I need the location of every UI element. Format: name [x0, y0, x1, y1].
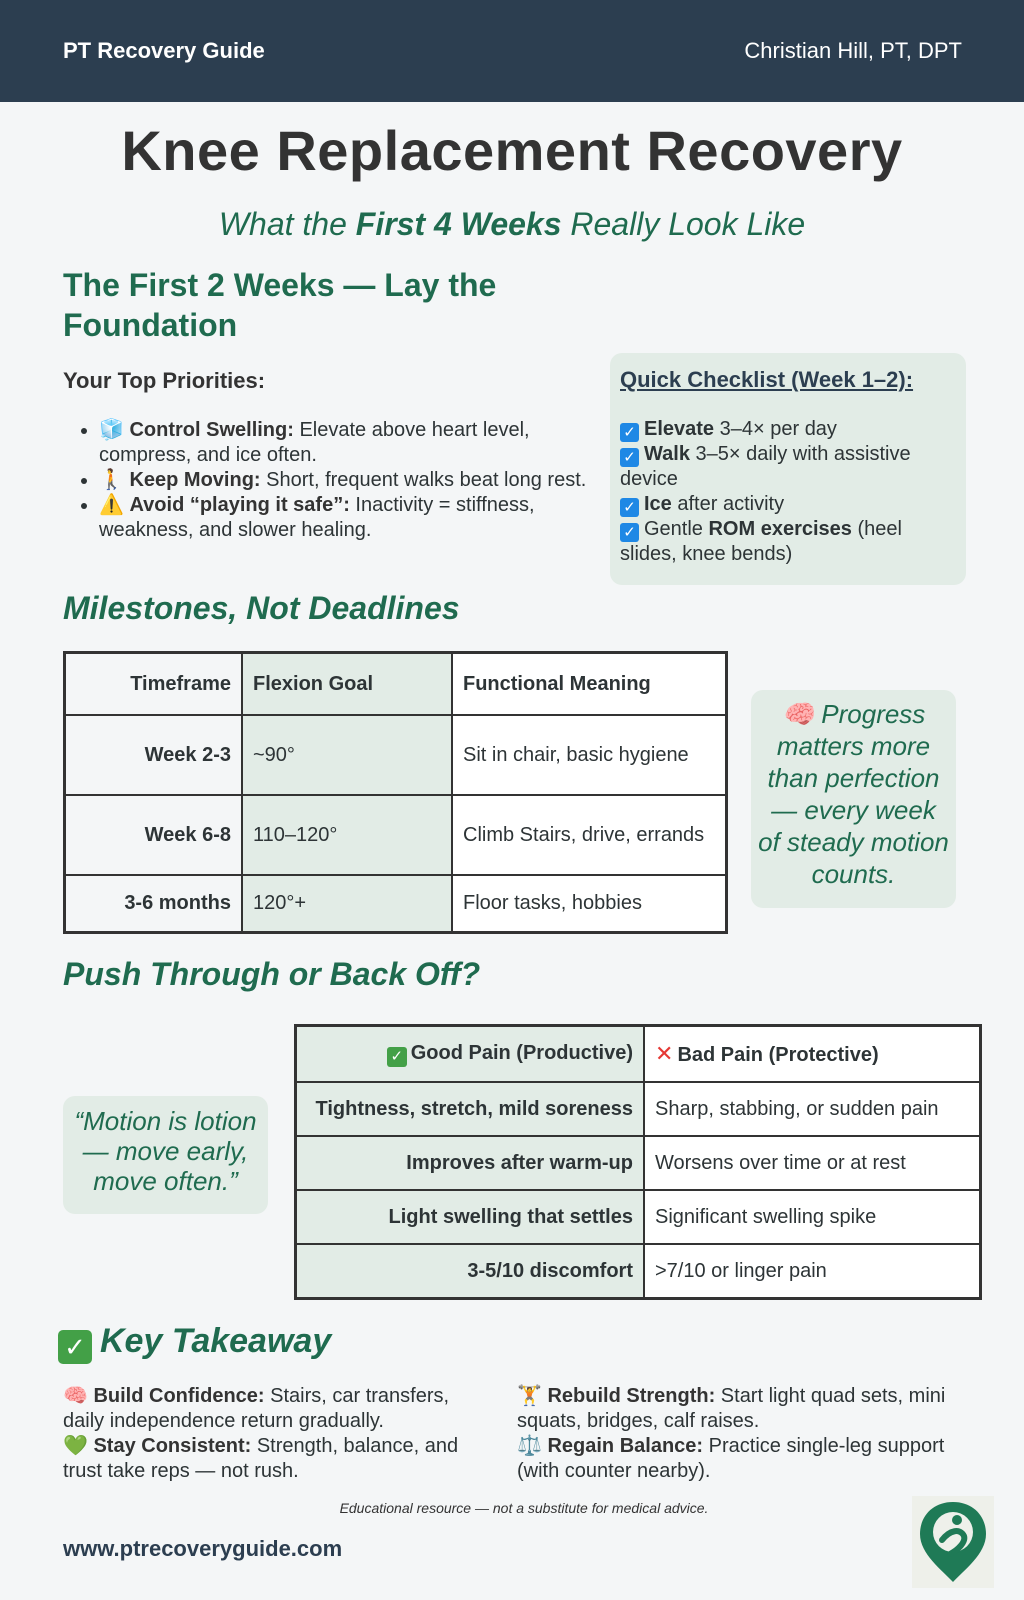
column-header: Timeframe: [65, 653, 243, 716]
walking-person-icon: 🚶: [99, 469, 124, 491]
column-header: Flexion Goal: [242, 653, 452, 716]
key-takeaway-label: Key Takeaway: [100, 1322, 332, 1360]
table-cell: 120°+: [242, 875, 452, 933]
table-header-row: [65, 653, 727, 716]
checklist-item-text: 3–4× per day: [714, 418, 837, 440]
priority-label: Control Swelling:: [129, 419, 294, 441]
table-cell: Worsens over time or at rest: [644, 1136, 981, 1190]
table-cell: Week 6-8: [65, 795, 243, 875]
motion-quote: “Motion is lotion — move early, move often.”: [63, 1096, 268, 1214]
disclaimer: Educational resource — not a substitute for medical advice.: [339, 1500, 709, 1516]
checkbox-checked-icon: ✓: [620, 498, 639, 517]
takeaway-item: [517, 1384, 967, 1434]
checklist-item-bold: Elevate: [644, 418, 715, 440]
subtitle-before: What the: [218, 206, 356, 242]
priority-text: Elevate above heart level, compress, and ice often.: [99, 419, 530, 466]
checklist-item-text: (heel slides, knee bends): [620, 518, 902, 565]
first-weeks-heading: The First 2 Weeks — Lay the Foundation: [63, 267, 497, 343]
table-row: [296, 1082, 981, 1136]
table-cell: Significant swelling spike: [644, 1190, 981, 1244]
subtitle-emphasis: First 4 Weeks: [355, 206, 562, 242]
checklist-item-text: Gentle: [644, 518, 709, 540]
pain-table: [294, 1024, 982, 1300]
table-cell: Sharp, stabbing, or sudden pain: [644, 1082, 981, 1136]
checklist-item: [620, 517, 956, 567]
takeaway-label: Regain Balance:: [547, 1435, 704, 1457]
priorities-list: [63, 418, 609, 543]
list-item: [99, 418, 609, 468]
takeaway-item: [517, 1434, 967, 1484]
takeaway-label: Stay Consistent:: [93, 1435, 252, 1457]
table-cell: Light swelling that settles: [296, 1190, 645, 1244]
priority-text: Short, frequent walks beat long rest.: [260, 469, 587, 491]
takeaway-text: Strength, balance, and trust take reps — not rush.: [63, 1435, 459, 1482]
cross-mark-icon: ✕: [655, 1041, 674, 1066]
table-row: [296, 1190, 981, 1244]
table-cell: Floor tasks, hobbies: [452, 875, 727, 933]
brain-icon: 🧠: [63, 1385, 88, 1407]
weightlifter-icon: 🏋: [517, 1385, 542, 1407]
progress-callout: 🧠 Progress matters more than perfection — every week of steady motion counts.: [751, 690, 956, 908]
table-cell: >7/10 or linger pain: [644, 1244, 981, 1299]
table-cell: Tightness, stretch, mild soreness: [296, 1082, 645, 1136]
checklist-title: Quick Checklist (Week 1–2):: [620, 367, 914, 392]
checkbox-checked-icon: ✓: [620, 523, 639, 542]
table-cell: 3-6 months: [65, 875, 243, 933]
ice-cube-icon: 🧊: [99, 419, 124, 441]
column-header: Functional Meaning: [452, 653, 727, 716]
list-item: [99, 468, 609, 493]
bad-pain-header: [644, 1026, 981, 1083]
list-item: [99, 493, 609, 543]
table-cell: 110–120°: [242, 795, 452, 875]
milestones-heading: Milestones, Not Deadlines: [63, 590, 460, 626]
table-cell: Week 2-3: [65, 715, 243, 795]
bad-pain-label: Bad Pain (Protective): [677, 1044, 879, 1066]
checklist-item-text: after activity: [671, 493, 785, 515]
top-bar: [0, 0, 1024, 102]
checkbox-checked-icon: ✓: [620, 423, 639, 442]
checklist-item: [620, 417, 956, 442]
check-mark-icon: ✓: [58, 1330, 92, 1364]
table-row: [65, 795, 727, 875]
table-header-row: [296, 1026, 981, 1083]
takeaway-item: [63, 1434, 483, 1484]
table-cell: Improves after warm-up: [296, 1136, 645, 1190]
priorities-label: Your Top Priorities:: [63, 368, 266, 393]
balance-scale-icon: ⚖️: [517, 1435, 542, 1457]
checklist-item-bold: ROM exercises: [708, 518, 852, 540]
takeaway-right-column: [517, 1384, 967, 1484]
priority-text: Inactivity = stiffness, weakness, and slower healing.: [99, 494, 535, 541]
table-cell: ~90°: [242, 715, 452, 795]
table-cell: Climb Stairs, drive, errands: [452, 795, 727, 875]
checklist-item-bold: Ice: [644, 493, 672, 515]
checklist-item-text: 3–5× daily with assistive device: [620, 443, 911, 490]
table-cell: Sit in chair, basic hygiene: [452, 715, 727, 795]
pain-heading: Push Through or Back Off?: [63, 956, 481, 992]
table-row: [65, 715, 727, 795]
table-row: [296, 1136, 981, 1190]
takeaway-text: Practice single-leg support (with counter nearby).: [517, 1435, 945, 1482]
location-pin-person-logo: [912, 1496, 994, 1588]
priority-label: Keep Moving:: [129, 469, 261, 491]
checklist-item: [620, 492, 956, 517]
takeaway-left-column: [63, 1384, 483, 1484]
table-row: [296, 1244, 981, 1299]
checklist-item-bold: Walk: [644, 443, 690, 465]
page-subtitle: [0, 206, 1024, 243]
warning-icon: ⚠️: [99, 494, 124, 516]
takeaway-text: Start light quad sets, mini squats, bridges, calf raises.: [517, 1385, 946, 1432]
checkbox-checked-icon: ✓: [620, 448, 639, 467]
takeaway-label: Rebuild Strength:: [547, 1385, 716, 1407]
good-pain-label: Good Pain (Productive): [410, 1041, 633, 1064]
table-row: [65, 875, 727, 933]
page-title: Knee Replacement Recovery: [121, 119, 903, 182]
checklist-item: [620, 442, 956, 492]
brand-name: PT Recovery Guide: [63, 38, 265, 63]
table-cell: 3-5/10 discomfort: [296, 1244, 645, 1299]
takeaway-text: Stairs, car transfers, daily independence return gradually.: [63, 1385, 450, 1432]
quick-checklist: [610, 353, 966, 585]
author-name: Christian Hill, PT, DPT: [744, 38, 962, 63]
takeaway-label: Build Confidence:: [93, 1385, 265, 1407]
green-heart-icon: 💚: [63, 1435, 88, 1457]
takeaway-item: [63, 1384, 483, 1434]
subtitle-after: Really Look Like: [561, 206, 806, 242]
priority-label: Avoid “playing it safe”:: [129, 494, 350, 516]
good-pain-header: [296, 1026, 645, 1083]
milestones-table: [63, 651, 728, 934]
website-link[interactable]: www.ptrecoveryguide.com: [63, 1536, 343, 1561]
key-takeaway-heading: [58, 1322, 331, 1364]
check-mark-icon: ✓: [387, 1047, 407, 1067]
